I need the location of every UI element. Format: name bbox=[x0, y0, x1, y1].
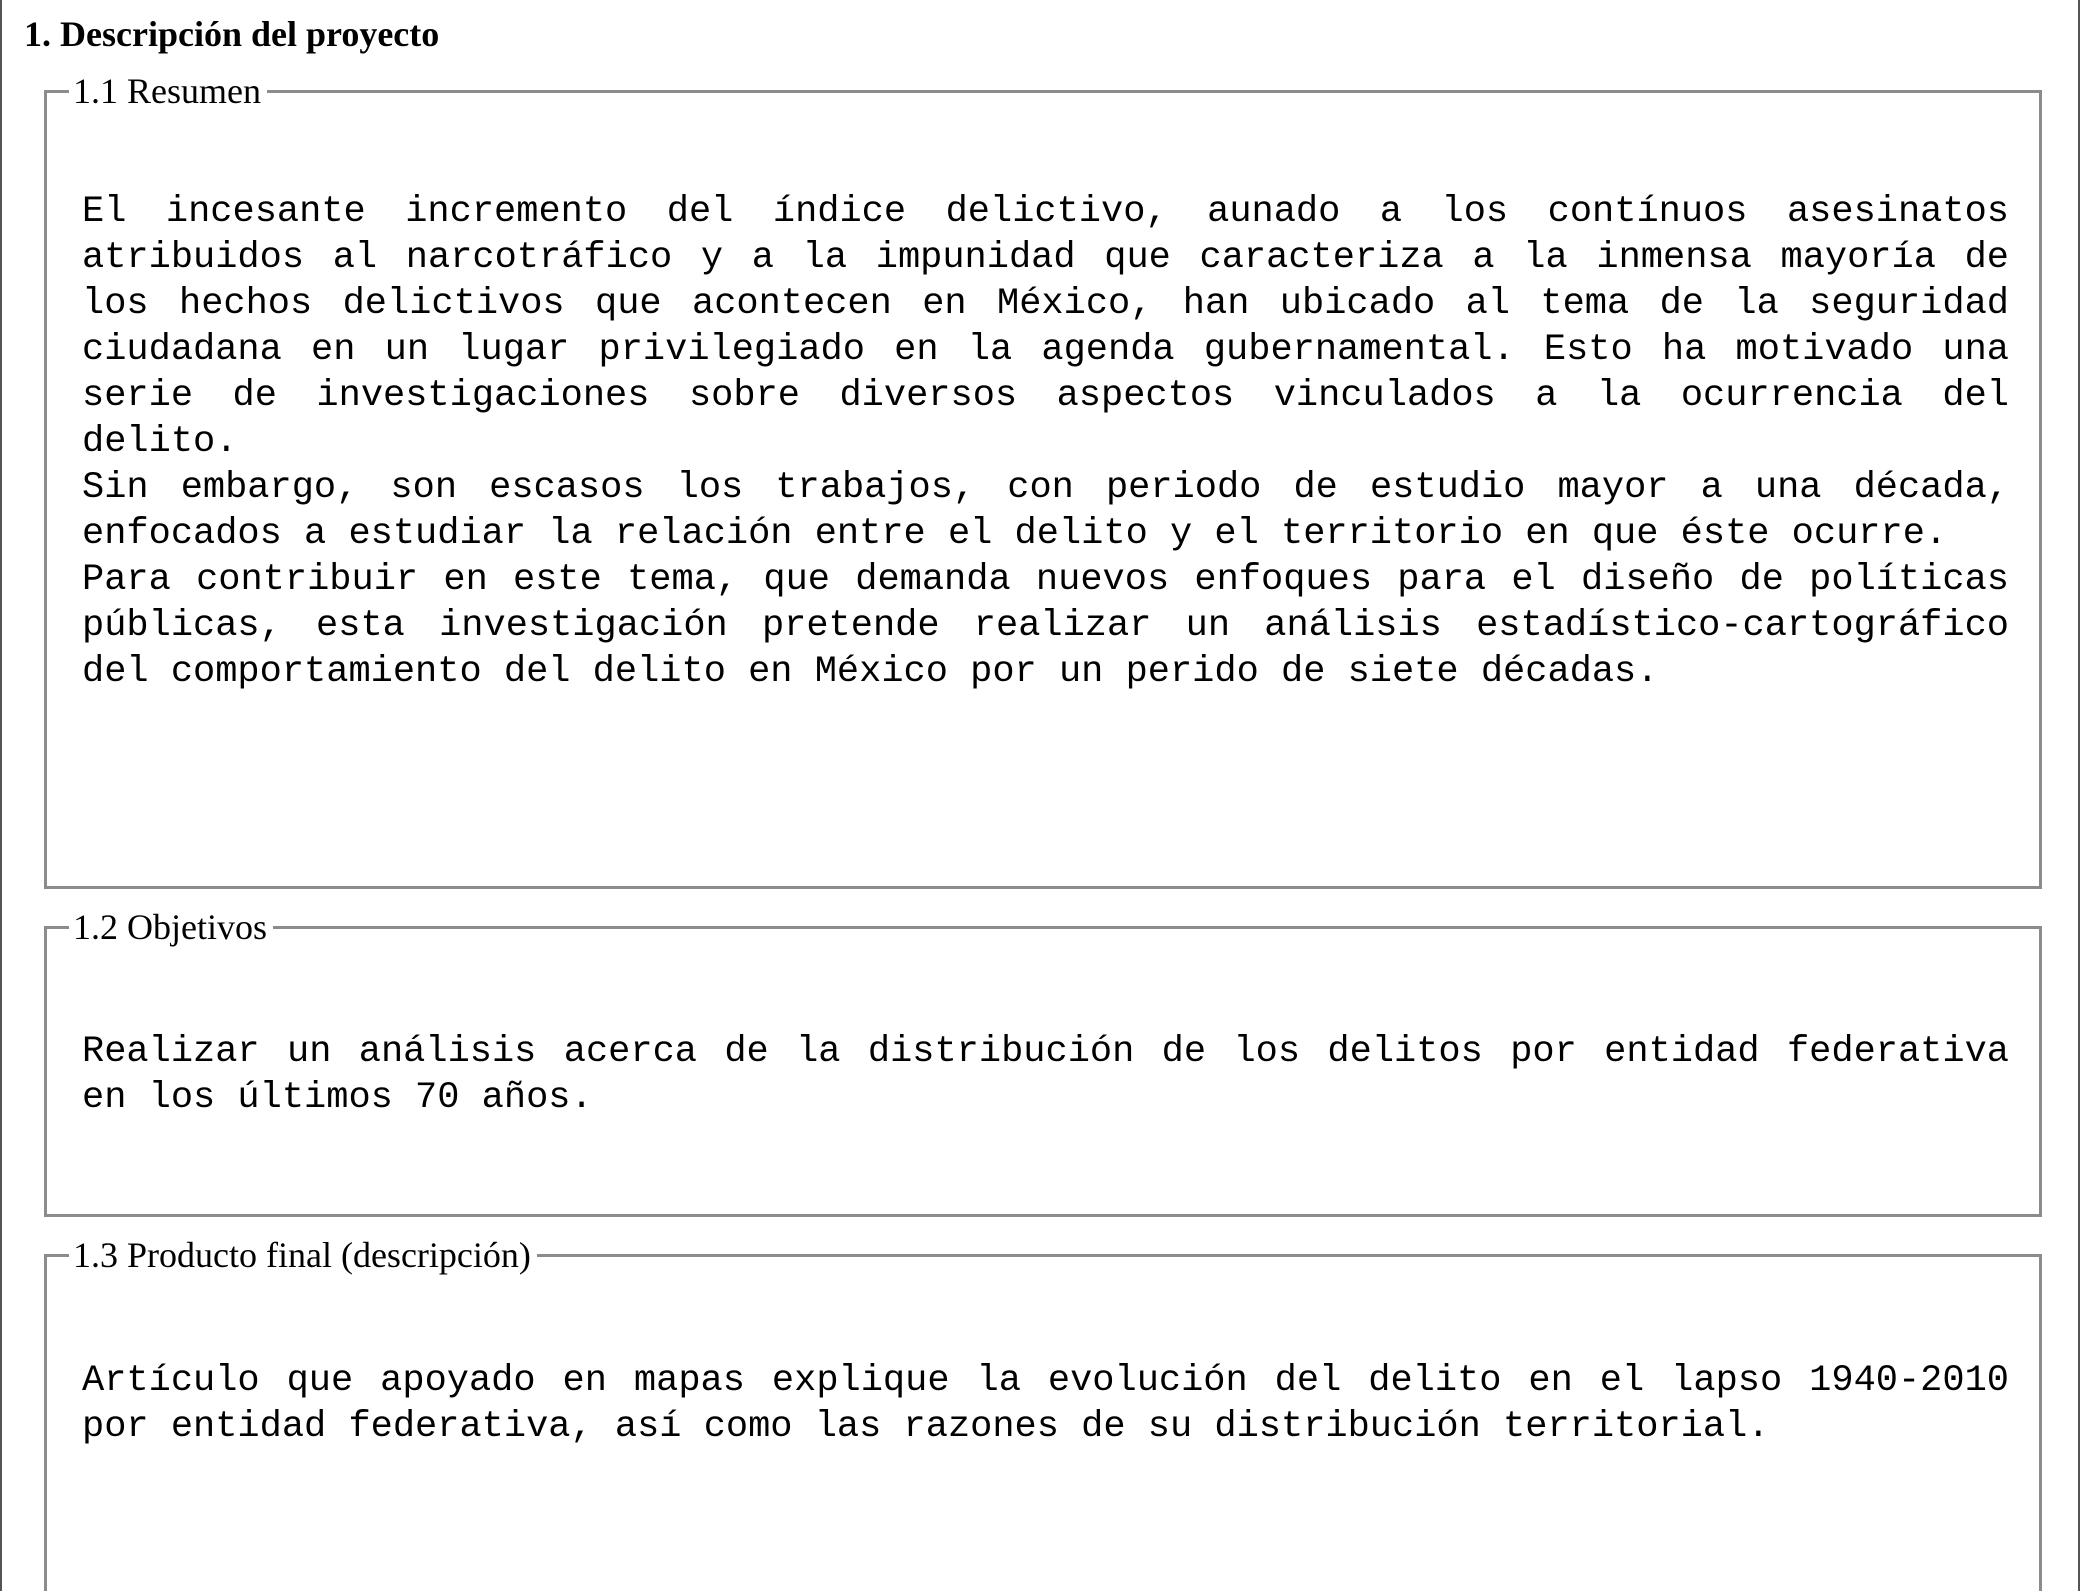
producto-paragraph: Artículo que apoyado en mapas explique la evolución del delito en el lapso 1940-2010 por entidad federativa, así como las razones de su distribución territorial. bbox=[82, 1360, 2009, 1448]
resumen-paragraph-1: El incesante incremento del índice delictivo, aunado a los contínuos asesinatos atribuidos al narcotráfico y a la impunidad que caracteriza a la inmensa mayoría de los hechos delictivos que acontecen en México, han ubicado al tema de la seguridad ciudadana en un lugar privilegiado en la agenda gubernamental. Esto ha motivado una serie de investigaciones sobre diversos aspectos vinculados a la ocurrencia del delito. bbox=[82, 191, 2009, 463]
producto-label: 1.3 Producto final (descripción) bbox=[69, 1233, 537, 1277]
producto-fieldset bbox=[44, 1235, 2042, 1591]
resumen-paragraph-3: Para contribuir en este tema, que demanda nuevos enfoques para el diseño de políticas públicas, esta investigación pretende realizar un análisis estadístico-cartográfico del comportamiento del delito en México por un perido de siete décadas. bbox=[82, 559, 2009, 693]
objetivos-text bbox=[82, 1029, 2009, 1121]
resumen-label: 1.1 Resumen bbox=[69, 69, 267, 113]
resumen-text bbox=[82, 189, 2009, 695]
resumen-paragraph-2: Sin embargo, son escasos los trabajos, con periodo de estudio mayor a una década, enfocados a estudiar la relación entre el delito y el territorio en que éste ocurre. bbox=[82, 467, 2009, 555]
objetivos-fieldset bbox=[44, 907, 2042, 1217]
resumen-fieldset bbox=[44, 71, 2042, 889]
objetivos-paragraph: Realizar un análisis acerca de la distribución de los delitos por entidad federativa en los últimos 70 años. bbox=[82, 1031, 2009, 1119]
producto-text bbox=[82, 1358, 2009, 1450]
objetivos-label: 1.2 Objetivos bbox=[69, 905, 273, 949]
section-title: 1. Descripción del proyecto bbox=[24, 14, 440, 54]
